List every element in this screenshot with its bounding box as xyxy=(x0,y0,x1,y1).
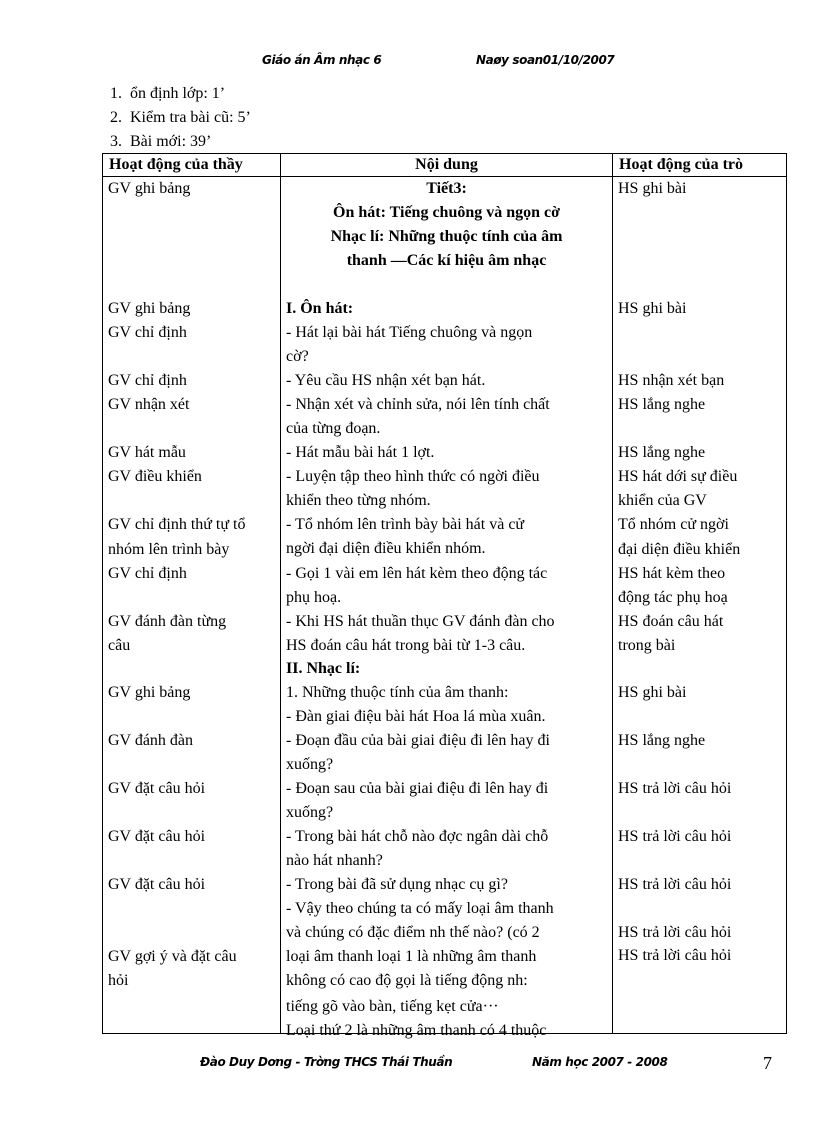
teacher-line: GV chỉ định xyxy=(108,372,187,389)
student-line: HS ghi bài xyxy=(618,300,687,317)
page-number: 7 xyxy=(763,1053,772,1073)
teacher-line: GV điều khiển xyxy=(108,468,202,485)
lesson-title: Ôn hát: Tiếng chuông và ngọn cờ xyxy=(333,204,560,221)
teacher-line: GV hát mẫu xyxy=(108,444,186,461)
student-line: HS trả lời câu hỏi xyxy=(618,780,732,797)
teacher-line: GV đánh đàn từng xyxy=(108,613,227,630)
content-line: - Hát lại bài hát Tiếng chuông và ngọn xyxy=(286,324,533,341)
header-right: Naøy soan01/10/2007 xyxy=(476,53,615,67)
student-line: HS ghi bài xyxy=(618,180,687,197)
content-line: Loại thứ 2 là những âm thanh có 4 thuộc xyxy=(286,1022,547,1039)
content-line: của từng đoạn. xyxy=(286,420,381,437)
header-left: Giáo án Âm nhạc 6 xyxy=(262,53,382,67)
content-line: - Hát mẫu bài hát 1 lợt. xyxy=(286,444,435,461)
student-line: khiển của GV xyxy=(618,492,707,509)
lesson-title: Nhạc lí: Những thuộc tính của âm xyxy=(330,228,563,245)
teacher-line: hỏi xyxy=(108,972,129,989)
student-line: trong bài xyxy=(618,637,676,654)
student-line: đại diện điều khiển xyxy=(618,541,741,558)
student-line: HS nhận xét bạn xyxy=(618,372,725,389)
section-heading: II. Nhạc lí: xyxy=(286,660,361,677)
teacher-line: GV ghi bảng xyxy=(108,684,191,701)
intro-item xyxy=(110,106,251,130)
student-line: HS trả lời câu hỏi xyxy=(618,828,732,845)
content-line: - Trong bài hát chỗ nào đợc ngân dài chỗ xyxy=(286,828,549,845)
content-line: HS đoán câu hát trong bài từ 1-3 câu. xyxy=(286,637,526,654)
student-line: HS lắng nghe xyxy=(618,396,706,413)
teacher-line: GV đánh đàn xyxy=(108,732,194,749)
content-line: - Luyện tập theo hình thức có ngời điều xyxy=(286,468,540,485)
content-line: - Khi HS hát thuần thục GV đánh đàn cho xyxy=(286,613,555,630)
teacher-line: GV gợi ý và đặt câu xyxy=(108,948,237,965)
footer-author: Đào Duy Dơng - Trờng THCS Thái Thuần xyxy=(200,1055,453,1069)
teacher-line: GV nhận xét xyxy=(108,396,190,413)
lesson-table xyxy=(102,153,787,1039)
content-line: - Tổ nhóm lên trình bày bài hát và cử xyxy=(286,516,525,533)
student-line: HS lắng nghe xyxy=(618,732,706,749)
intro-text: Kiểm tra bài cũ: 5’ xyxy=(130,109,251,126)
teacher-line: GV đặt câu hỏi xyxy=(108,828,206,845)
lesson-number: Tiết3: xyxy=(426,180,467,197)
content-line: - Yêu cầu HS nhận xét bạn hát. xyxy=(286,372,486,389)
content-line: cờ? xyxy=(286,348,309,365)
teacher-line: GV ghi bảng xyxy=(108,180,191,197)
content-line: - Đàn giai điệu bài hát Hoa lá mùa xuân. xyxy=(286,708,546,725)
student-line: HS trả lời câu hỏi xyxy=(618,876,732,893)
content-line: không có cao độ gọi là tiếng động nh: xyxy=(286,972,528,989)
intro-number: 3. xyxy=(110,133,122,150)
intro-number: 2. xyxy=(110,109,122,126)
teacher-line: GV chỉ định thứ tự tổ xyxy=(108,516,246,533)
content-line: ngời đại diện điều khiển nhóm. xyxy=(286,540,486,557)
content-line: - Đoạn sau của bài giai điệu đi lên hay đi xyxy=(286,780,549,797)
content-line: tiếng gõ vào bàn, tiếng kẹt cửa··· xyxy=(286,998,499,1015)
content-line: xuống? xyxy=(286,756,334,773)
content-line: 1. Những thuộc tính của âm thanh: xyxy=(286,684,509,701)
teacher-line: GV đặt câu hỏi xyxy=(108,780,206,797)
content-line: phụ hoạ. xyxy=(286,589,342,606)
student-line: Tổ nhóm cử ngời xyxy=(618,516,729,533)
intro-list xyxy=(110,82,251,154)
content-line: nào hát nhanh? xyxy=(286,852,383,869)
student-line: HS hát dới sự điều xyxy=(618,468,738,485)
content-line: - Vậy theo chúng ta có mấy loại âm thanh xyxy=(286,900,554,917)
student-line: HS trả lời câu hỏi xyxy=(618,947,732,964)
header-content: Nội dung xyxy=(281,154,613,177)
student-line: HS lắng nghe xyxy=(618,444,706,461)
intro-text: ổn định lớp: 1’ xyxy=(130,85,226,102)
student-line: động tác phụ hoạ xyxy=(618,589,728,606)
header-student: Hoạt động của trò xyxy=(613,154,787,177)
content-line: - Nhận xét và chỉnh sửa, nói lên tính chất xyxy=(286,396,550,413)
footer-year: Năm học 2007 - 2008 xyxy=(532,1055,668,1069)
content-line: - Gọi 1 vài em lên hát kèm theo động tác xyxy=(286,565,548,582)
student-column xyxy=(613,177,787,1034)
content-line: loại âm thanh loại 1 là những âm thanh xyxy=(286,948,537,965)
intro-item xyxy=(110,130,251,154)
teacher-line: câu xyxy=(108,637,131,654)
teacher-line: GV đặt câu hỏi xyxy=(108,876,206,893)
student-line: HS đoán câu hát xyxy=(618,613,724,630)
teacher-line: GV ghi bảng xyxy=(108,300,191,317)
lesson-title: thanh —Các kí hiệu âm nhạc xyxy=(346,252,547,269)
content-line: - Đoạn đầu của bài giai điệu đi lên hay đi xyxy=(286,732,550,749)
content-line: khiển theo từng nhóm. xyxy=(286,492,431,509)
content-column xyxy=(281,177,613,1039)
student-line: HS trả lời câu hỏi xyxy=(618,924,732,941)
teacher-line: GV chỉ định xyxy=(108,324,187,341)
content-line: xuống? xyxy=(286,804,334,821)
section-heading: I. Ôn hát: xyxy=(286,300,354,317)
student-line: HS ghi bài xyxy=(618,684,687,701)
teacher-line: nhóm lên trình bày xyxy=(108,541,230,558)
intro-text: Bài mới: 39’ xyxy=(130,133,212,150)
intro-item xyxy=(110,82,251,106)
content-line: và chúng có đặc điểm nh thế nào? (có 2 xyxy=(286,924,540,941)
header-teacher: Hoạt động của thầy xyxy=(103,154,281,177)
student-line: HS hát kèm theo xyxy=(618,565,726,582)
teacher-line: GV chỉ định xyxy=(108,565,187,582)
intro-number: 1. xyxy=(110,85,122,102)
content-line: - Trong bài đã sử dụng nhạc cụ gì? xyxy=(286,876,508,893)
teacher-column xyxy=(103,177,281,1034)
